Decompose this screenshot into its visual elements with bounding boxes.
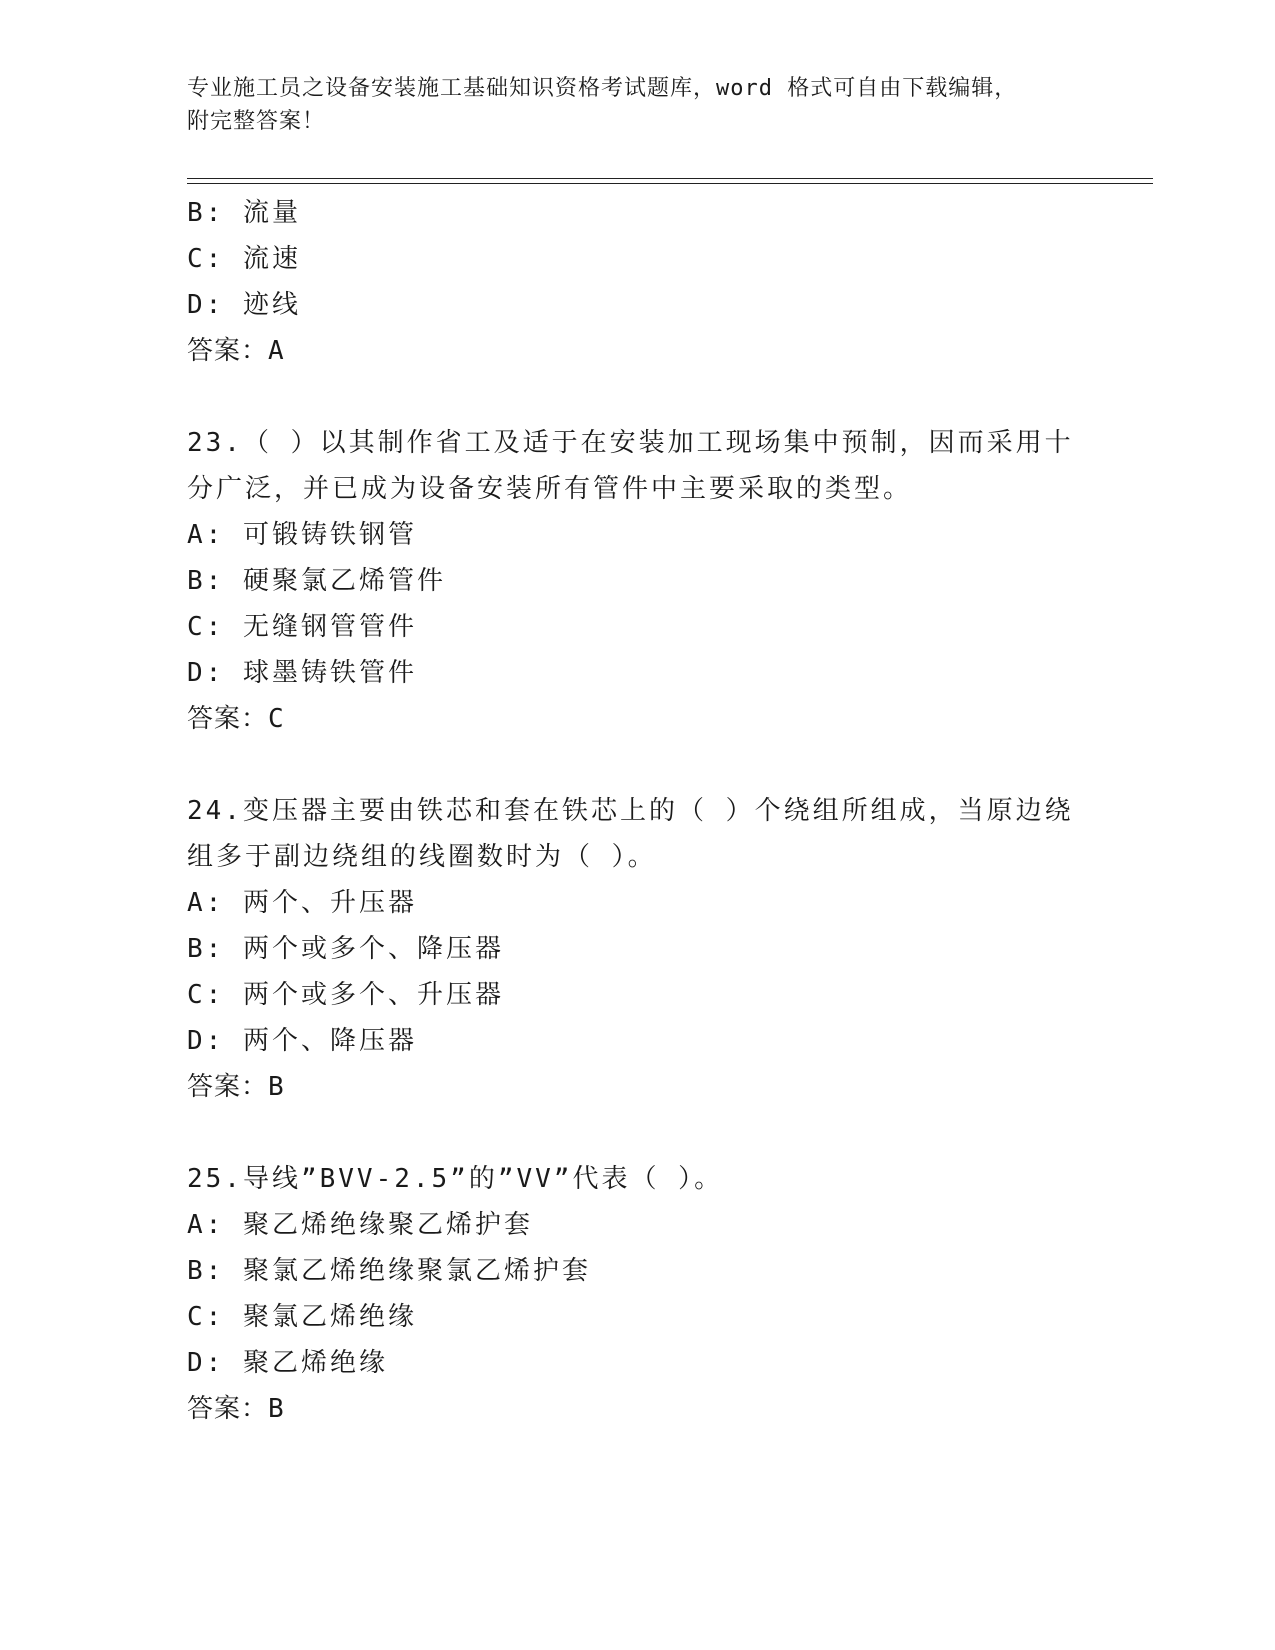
header-line-2: 附完整答案！: [187, 109, 326, 134]
answer-line: [187, 328, 1087, 374]
option-label: B:: [187, 198, 225, 228]
option-b: [187, 1248, 1087, 1294]
option-text: 两个、降压器: [242, 1026, 417, 1056]
option-d: [187, 1018, 1087, 1064]
option-label: D:: [187, 1026, 225, 1056]
option-text: 两个或多个、降压器: [242, 934, 504, 964]
option-text: 聚氯乙烯绝缘聚氯乙烯护套: [242, 1256, 591, 1286]
option-d: [187, 282, 1087, 328]
option-d: [187, 1340, 1087, 1386]
answer-value: C: [268, 704, 285, 734]
answer-line: [187, 696, 1087, 742]
option-text: 聚乙烯绝缘: [242, 1348, 388, 1378]
option-label: C:: [187, 244, 225, 274]
option-text: 两个或多个、升压器: [242, 980, 504, 1010]
question-23: [187, 420, 1087, 742]
option-text: 迹线: [242, 290, 301, 320]
option-label: C:: [187, 1302, 225, 1332]
option-a: [187, 880, 1087, 926]
option-label: D:: [187, 1348, 225, 1378]
option-label: C:: [187, 980, 225, 1010]
option-text: 球墨铸铁管件: [242, 658, 417, 688]
answer-line: [187, 1064, 1087, 1110]
option-c: [187, 604, 1087, 650]
option-b: [187, 190, 1087, 236]
option-label: B:: [187, 1256, 225, 1286]
option-d: [187, 650, 1087, 696]
option-text: 无缝钢管管件: [242, 612, 417, 642]
question-24: [187, 788, 1087, 1110]
question-25: [187, 1156, 1087, 1432]
option-text: 流速: [242, 244, 301, 274]
option-text: 聚乙烯绝缘聚乙烯护套: [242, 1210, 533, 1240]
option-label: C:: [187, 612, 225, 642]
option-a: [187, 512, 1087, 558]
answer-label: 答案：: [187, 336, 269, 366]
option-text: 流量: [242, 198, 301, 228]
option-a: [187, 1202, 1087, 1248]
option-c: [187, 236, 1087, 282]
option-text: 聚氯乙烯绝缘: [242, 1302, 417, 1332]
answer-value: A: [268, 336, 285, 366]
answer-line: [187, 1386, 1087, 1432]
header-line-1: 专业施工员之设备安装施工基础知识资格考试题库，word 格式可自由下载编辑，: [187, 76, 1018, 101]
option-text: 可锻铸铁钢管: [242, 520, 417, 550]
option-b: [187, 926, 1087, 972]
question-text-line: 25.导线”BVV-2.5”的”VV”代表（ ）。: [187, 1164, 724, 1194]
spacer: [187, 374, 1087, 420]
option-text: 两个、升压器: [242, 888, 417, 918]
spacer: [187, 742, 1087, 788]
answer-label: 答案：: [187, 704, 269, 734]
option-label: A:: [187, 888, 225, 918]
answer-value: B: [268, 1394, 285, 1424]
question-content: [187, 190, 1087, 1432]
option-label: D:: [187, 290, 225, 320]
option-label: B:: [187, 566, 225, 596]
answer-label: 答案：: [187, 1394, 269, 1424]
header-rule-bottom: [187, 183, 1153, 184]
option-label: B:: [187, 934, 225, 964]
option-label: A:: [187, 520, 225, 550]
option-b: [187, 558, 1087, 604]
option-c: [187, 972, 1087, 1018]
header-rule-top: [187, 178, 1153, 179]
option-c: [187, 1294, 1087, 1340]
prev-question-options: [187, 190, 1087, 374]
question-text-line: 分广泛，并已成为设备安装所有管件中主要采取的类型。: [187, 474, 913, 504]
spacer: [187, 1110, 1087, 1156]
answer-label: 答案：: [187, 1072, 269, 1102]
answer-value: B: [268, 1072, 285, 1102]
document-header: [187, 72, 1067, 138]
option-text: 硬聚氯乙烯管件: [242, 566, 446, 596]
question-text-line: 组多于副边绕组的线圈数时为（ ）。: [187, 842, 657, 872]
option-label: A:: [187, 1210, 225, 1240]
question-text-line: 24.变压器主要由铁芯和套在铁芯上的（ ）个绕组所组成，当原边绕: [187, 796, 1074, 826]
question-text-line: 23.（ ）以其制作省工及适于在安装加工现场集中预制，因而采用十: [187, 428, 1074, 458]
option-label: D:: [187, 658, 225, 688]
